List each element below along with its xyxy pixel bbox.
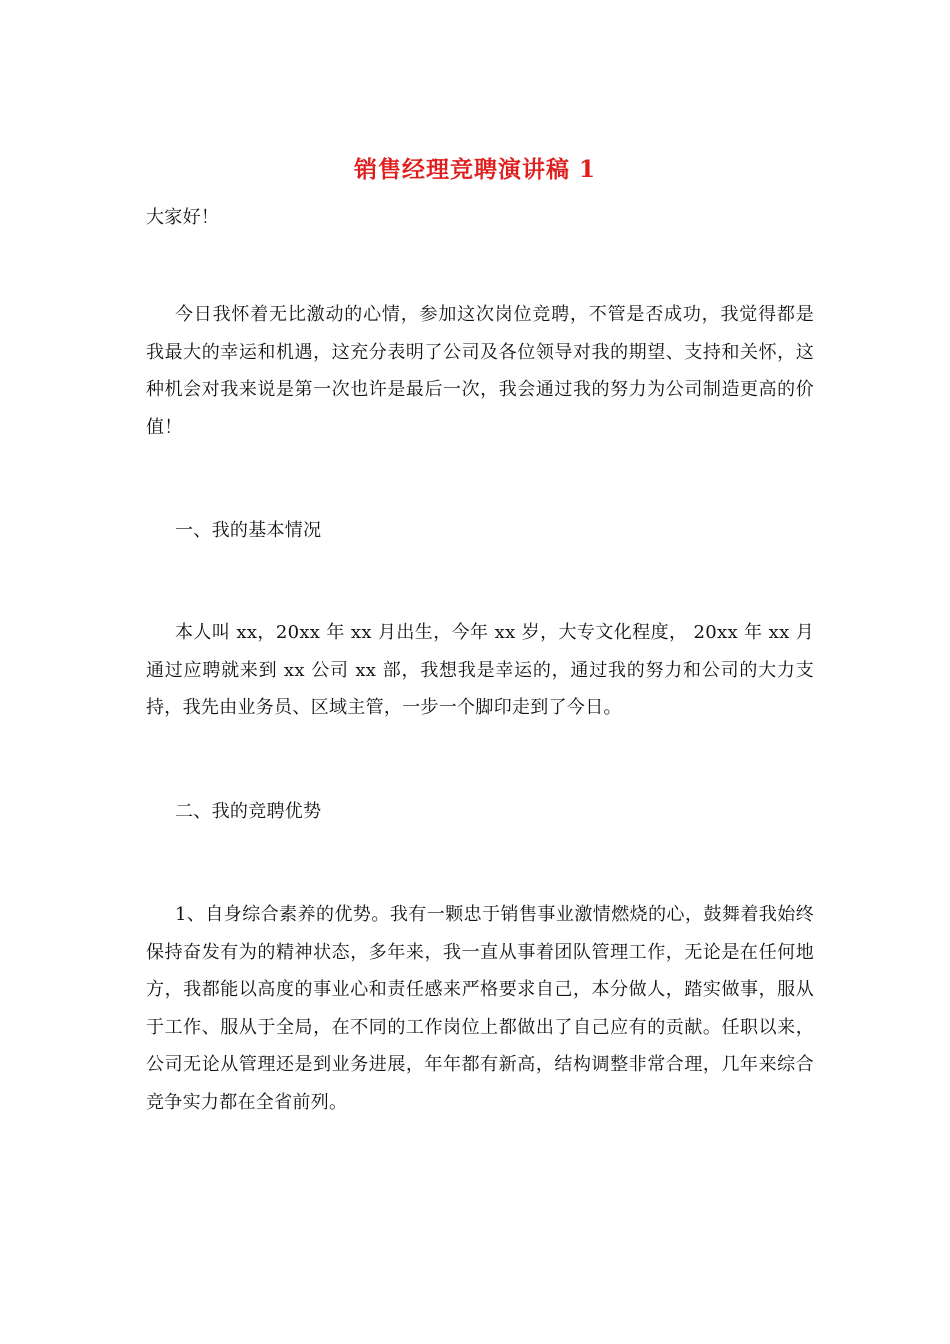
section-heading-advantages: 二、我的竞聘优势 — [175, 801, 322, 822]
advantage-item-1: 1、自身综合素养的优势。我有一颗忠于销售事业激情燃烧的心，鼓舞着我始终保持奋发有为的精神状态，多年来，我一直从事着团队管理工作，无论是在任何地方，我都能以高度的事业心和责任感来严格要求自己，本分做人，踏实做事，服从于工作、服从于全局，在不同的工作岗位上都做出了自己应有的贡献。任职以来，公司无论从管理还是到业务进展，年年都有新高，结构调整非常合理，几年来综合竞争实力都在全省前列。 — [146, 904, 814, 1113]
greeting-text: 大家好！ — [146, 207, 220, 228]
basic-info-paragraph: 本人叫 xx，20xx 年 xx 月出生，今年 xx 岁，大专文化程度， 20xx 年 xx 月通过应聘就来到 xx 公司 xx 部，我想我是幸运的，通过我的努力和公司的大力支持，我先由业务员、区域主管，一步一个脚印走到了今日。 — [146, 622, 814, 718]
section-heading-basic-info: 一、我的基本情况 — [175, 520, 322, 541]
document-title: 销售经理竞聘演讲稿 1 — [353, 156, 596, 183]
intro-paragraph: 今日我怀着无比激动的心情，参加这次岗位竞聘，不管是否成功，我觉得都是我最大的幸运和机遇，这充分表明了公司及各位领导对我的期望、支持和关怀，这种机会对我来说是第一次也许是最后一次，我会通过我的努力为公司制造更高的价值！ — [146, 304, 814, 438]
